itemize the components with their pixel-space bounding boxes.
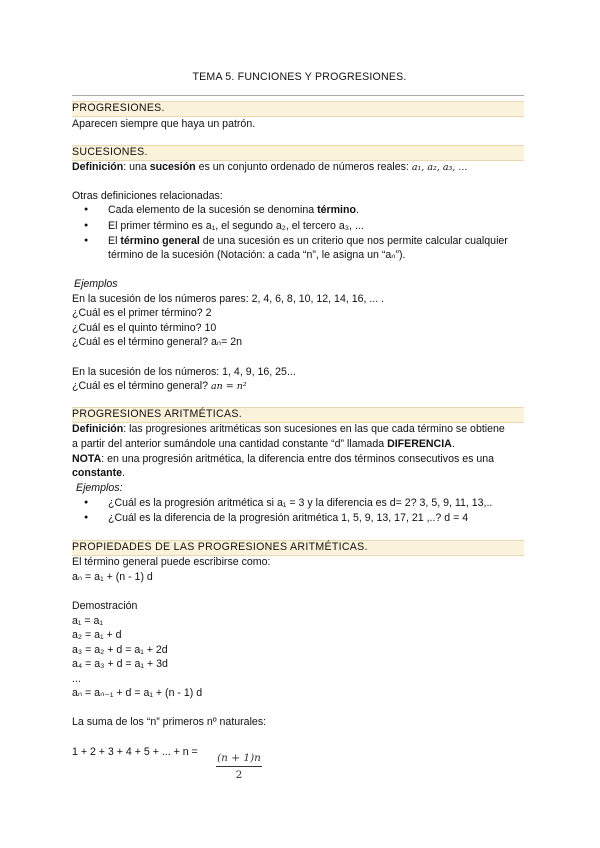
nota-line: NOTA: en una progresión aritmética, la diferencia entre dos términos consecutivos es una — [72, 453, 495, 465]
heading-progresiones: PROGRESIONES. — [72, 102, 165, 114]
fraction-denominator: 2 — [235, 769, 243, 781]
nota-line-2: constante. — [72, 467, 125, 479]
propiedades-text: El término general puede escribirse como: — [72, 556, 271, 568]
sucesiones-definition — [72, 160, 467, 175]
ejemplos-label: Ejemplos: — [76, 482, 123, 494]
progresiones-text: Aparecen siempre que haya un patrón. — [72, 118, 256, 130]
demo-line: a₂ = a₁ + d — [72, 629, 122, 641]
suma-text: La suma de los “n” primeros nº naturales: — [72, 716, 267, 728]
title-rule — [72, 95, 524, 96]
list-item-continuation: término de la sucesión (Notación: a cada “n”, le asigna un “aₙ”). — [108, 249, 406, 261]
demo-line: ... — [72, 673, 81, 685]
example-line: ¿Cuál es el término general? an = n² — [72, 380, 247, 392]
demo-line: a₃ = a₂ + d = a₁ + 2d — [72, 644, 168, 656]
example-line: En la sucesión de los números: 1, 4, 9, 16, 25... — [72, 366, 296, 378]
example-line: ¿Cuál es el quinto término? 10 — [72, 322, 217, 334]
demo-line: a₄ = a₃ + d = a₁ + 3d — [72, 658, 168, 670]
demo-line: a₁ = a₁ — [72, 615, 104, 627]
heading-propiedades: PROPIEDADES DE LAS PROGRESIONES ARITMÉTICAS. — [72, 541, 368, 553]
definition-label: Definición — [72, 161, 124, 173]
formula-general-term: aₙ = a₁ + (n - 1) d — [72, 571, 153, 583]
example-line: ¿Cuál es el término general? aₙ= 2n — [72, 336, 242, 348]
aritmeticas-definition: Definición: las progresiones aritméticas son sucesiones en las que cada término se obtiene — [72, 423, 505, 435]
heading-sucesiones: SUCESIONES. — [72, 146, 148, 158]
fraction-bar — [216, 766, 262, 767]
document-title: TEMA 5. FUNCIONES Y PROGRESIONES. — [192, 71, 407, 83]
def-text: es un conjunto ordenado de números reales: — [195, 161, 412, 173]
def-text: : una — [123, 161, 150, 173]
example-line: En la sucesión de los números pares: 2, 4, 6, 8, 10, 12, 14, 16, ... . — [72, 293, 385, 305]
def-terms: a₁, a₂, a₃, ... — [411, 162, 468, 173]
demo-line: aₙ = aₙ₋₁ + d = a₁ + (n - 1) d — [72, 687, 203, 699]
suma-fraction — [216, 752, 262, 781]
example-line: ¿Cuál es el primer término? 2 — [72, 307, 212, 319]
aritmeticas-definition-2: a partir del anterior sumándole una cantidad constante “d” llamada DIFERENCIA. — [72, 438, 455, 450]
def-bold: sucesión — [149, 161, 196, 173]
ejemplos-label: Ejemplos — [74, 278, 118, 290]
otras-definiciones: Otras definiciones relacionadas: — [72, 190, 223, 202]
demostracion-label: Demostración — [72, 600, 138, 612]
suma-formula-lhs: 1 + 2 + 3 + 4 + 5 + ... + n = — [72, 746, 198, 758]
fraction-numerator: (n + 1)n — [217, 752, 261, 764]
heading-aritmeticas: PROGRESIONES ARITMÉTICAS. — [72, 408, 242, 420]
